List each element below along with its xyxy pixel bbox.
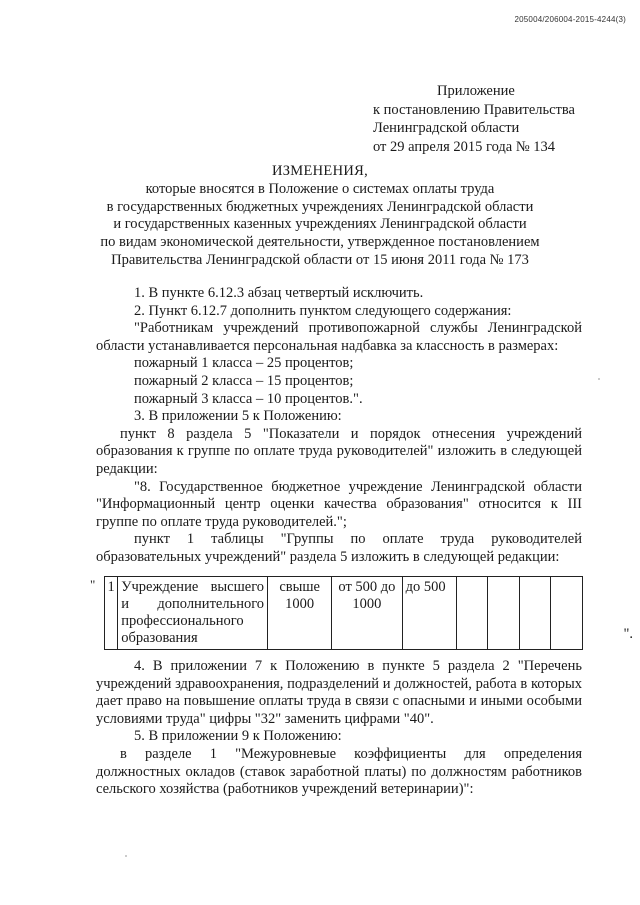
document-body — [96, 285, 582, 567]
paragraph: пункт 1 таблицы "Группы по оплате труда руководителей образовательных учреждений" раздела 5 изложить в следующей редакции: — [96, 531, 582, 565]
paragraph: пожарный 1 класса – 25 процентов; — [134, 355, 354, 372]
title-line: Правительства Ленинградской области от 15 июня 2011 года № 173 — [111, 251, 529, 268]
table-cell-empty — [519, 577, 551, 650]
paragraph: "Работникам учреждений противопожарной службы Ленинградской области устанавливается персональная надбавка за классность в размерах: — [96, 320, 582, 354]
paragraph: 4. В приложении 7 к Положению в пункте 5 раздела 2 "Перечень учреждений здравоохранения, подразделений и должностей, работа в которых дает право на повышение оплаты труда в связи с опасными и иными особыми условиями труда" цифры "32" заменить цифрами "40". — [96, 658, 582, 727]
paragraph: 2. Пункт 6.12.7 дополнить пунктом следующего содержания: — [134, 302, 512, 319]
paragraph: пожарный 3 класса – 10 процентов.". — [134, 390, 363, 407]
table-cell-value-2: от 500 до 1000 — [332, 577, 402, 650]
paragraph: в разделе 1 "Межуровневые коэффициенты для определения должностных окладов (ставок заработной платы) по должностям работников сельского хозяйства (работников учреждений ветеринарии)": — [96, 745, 582, 798]
paragraph: 1. В пункте 6.12.3 абзац четвертый исключить. — [134, 285, 424, 301]
title-line: в государственных бюджетных учреждениях Ленинградской области — [106, 198, 534, 215]
document-title — [80, 163, 560, 270]
table-close-quote: ". — [623, 626, 633, 642]
table-cell-empty — [551, 577, 583, 650]
paragraph: пожарный 2 класса – 15 процентов; — [134, 372, 354, 389]
appendix-header — [373, 82, 633, 156]
table-cell-value-3: до 500 — [402, 577, 456, 650]
appendix-line: Приложение — [437, 83, 515, 99]
paragraph: "8. Государственное бюджетное учреждение Ленинградской области "Информационный центр оценки качества образования" относится к III группе по оплате труда руководителей."; — [96, 478, 582, 530]
table — [104, 576, 583, 650]
document-registration-number: 205004/206004-2015-4244(3) — [514, 15, 626, 24]
paragraph: 5. В приложении 9 к Положению: — [134, 728, 342, 745]
appendix-line: к постановлению Правительства — [373, 101, 575, 118]
table-cell-empty — [456, 577, 488, 650]
title-line: которые вносятся в Положение о системах оплаты труда — [145, 180, 495, 197]
table-row — [105, 577, 583, 650]
table-open-quote: " — [90, 577, 96, 592]
scan-speck — [598, 378, 600, 380]
table-cell-empty — [488, 577, 520, 650]
amendment-table — [90, 576, 633, 648]
paragraph: пункт 8 раздела 5 "Показатели и порядок отнесения учреждений образования к группе по оплате труда руководителей" изложить в следующей редакции: — [96, 425, 582, 477]
document-body-continued — [96, 658, 582, 799]
table-cell-value-1: свыше 1000 — [268, 577, 332, 650]
table-cell-name: Учреждение высшего и дополнительного профессионального образования — [118, 577, 268, 650]
title-line: и государственных казенных учреждениях Ленинградской области — [113, 216, 527, 233]
paragraph: 3. В приложении 5 к Положению: — [134, 408, 342, 425]
title-heading: ИЗМЕНЕНИЯ, — [271, 163, 369, 179]
scan-speck — [125, 855, 127, 857]
title-line: по видам экономической деятельности, утвержденное постановлением — [100, 234, 540, 251]
appendix-line: Ленинградской области — [373, 120, 520, 136]
table-cell-num: 1 — [105, 577, 118, 650]
appendix-line: от 29 апреля 2015 года № 134 — [373, 138, 556, 155]
